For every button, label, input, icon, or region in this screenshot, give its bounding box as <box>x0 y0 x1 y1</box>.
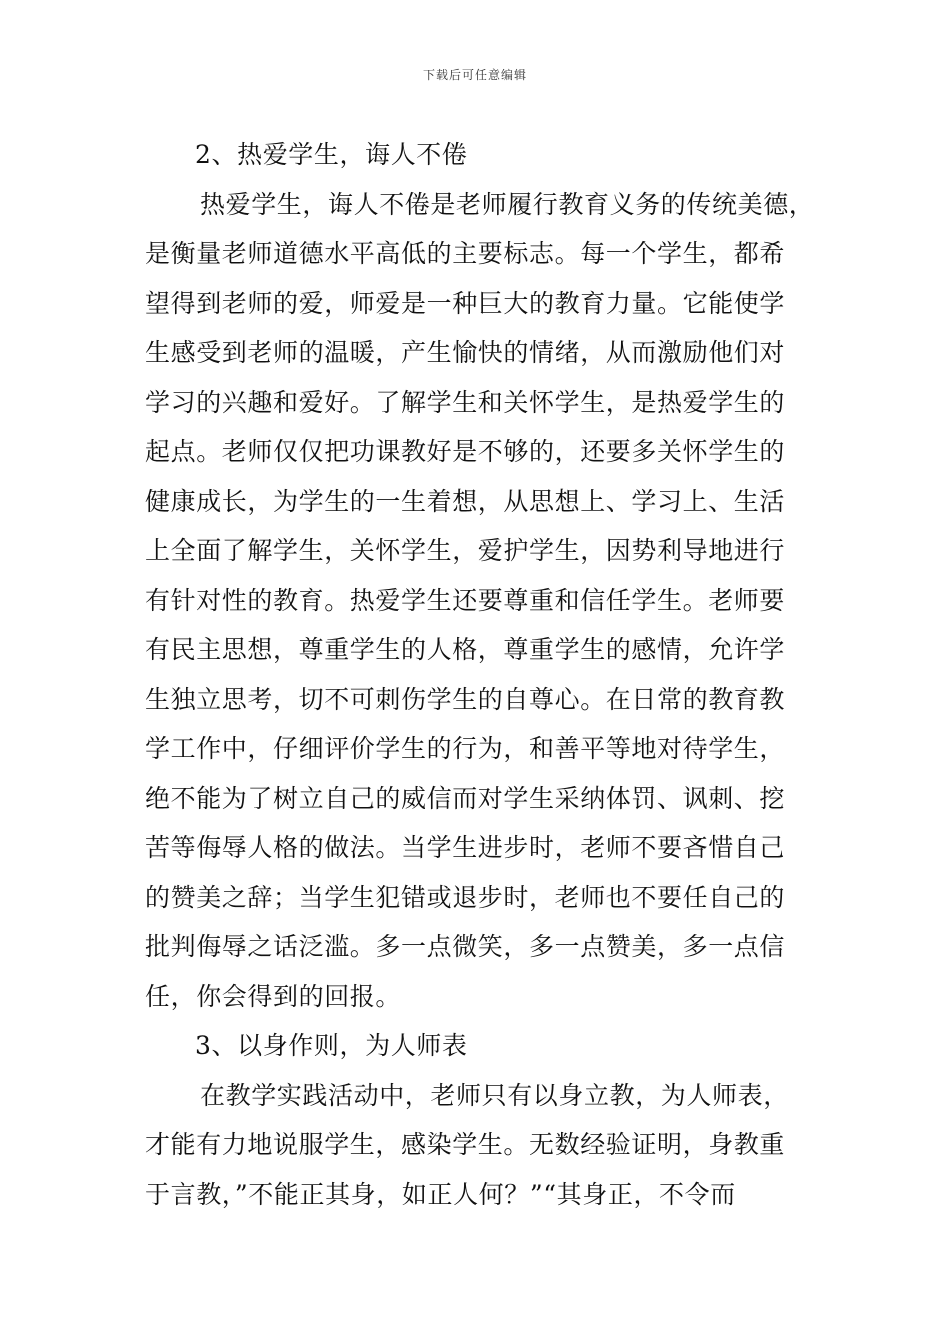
paragraph-line: 望得到老师的爱，师爱是一种巨大的教育力量。它能使学 <box>145 288 786 318</box>
paragraph-line: 学工作中，仔细评价学生的行为，和善平等地对待学生， <box>145 734 786 763</box>
paragraph-line: 学习的兴趣和爱好。了解学生和关怀学生，是热爱学生的 <box>145 387 786 417</box>
paragraph-line: 才能有力地说服学生，感染学生。无数经验证明，身教重 <box>145 1130 786 1159</box>
paragraph-line: 任，你会得到的回报。 <box>145 981 402 1011</box>
paragraph-line: 是衡量老师道德水平高低的主要标志。每一个学生，都希 <box>145 239 786 268</box>
paragraph-line: 于言教，”不能正其身，如正人何？”“其身正，不令而 <box>145 1179 736 1209</box>
paragraph-line: 生感受到老师的温暖，产生愉快的情绪，从而激励他们对 <box>145 338 786 367</box>
paragraph-line: 热爱学生，诲人不倦是老师履行教育义务的传统美德， <box>200 189 815 219</box>
paragraph-line: 绝不能为了树立自己的威信而对学生采纳体罚、讽刺、挖 <box>145 783 786 813</box>
section-heading-2: 2、热爱学生，诲人不倦 <box>195 140 468 169</box>
paragraph-line: 上全面了解学生，关怀学生，爱护学生，因势利导地进行 <box>145 536 786 565</box>
paragraph-line: 起点。老师仅仅把功课教好是不够的，还要多关怀学生的 <box>145 437 786 466</box>
paragraph-line: 生独立思考，切不可刺伤学生的自尊心。在日常的教育教 <box>145 684 786 714</box>
header-note: 下载后可任意编辑 <box>422 68 527 82</box>
paragraph-line: 的赞美之辞；当学生犯错或退步时，老师也不要任自己的 <box>145 882 786 912</box>
paragraph-line: 苦等侮辱人格的做法。当学生进步时，老师不要吝惜自己 <box>145 833 786 862</box>
section-heading-3: 3、以身作则，为人师表 <box>195 1031 468 1060</box>
paragraph-line: 有民主思想，尊重学生的人格，尊重学生的感情，允许学 <box>145 635 786 664</box>
paragraph-line: 批判侮辱之话泛滥。多一点微笑，多一点赞美，多一点信 <box>145 932 786 961</box>
paragraph-line: 有针对性的教育。热爱学生还要尊重和信任学生。老师要 <box>145 585 786 615</box>
paragraph-line: 在教学实践活动中，老师只有以身立教，为人师表， <box>200 1080 789 1110</box>
document-body <box>145 130 815 1219</box>
paragraph-line: 健康成长，为学生的一生着想，从思想上、学习上、生活 <box>145 486 786 516</box>
